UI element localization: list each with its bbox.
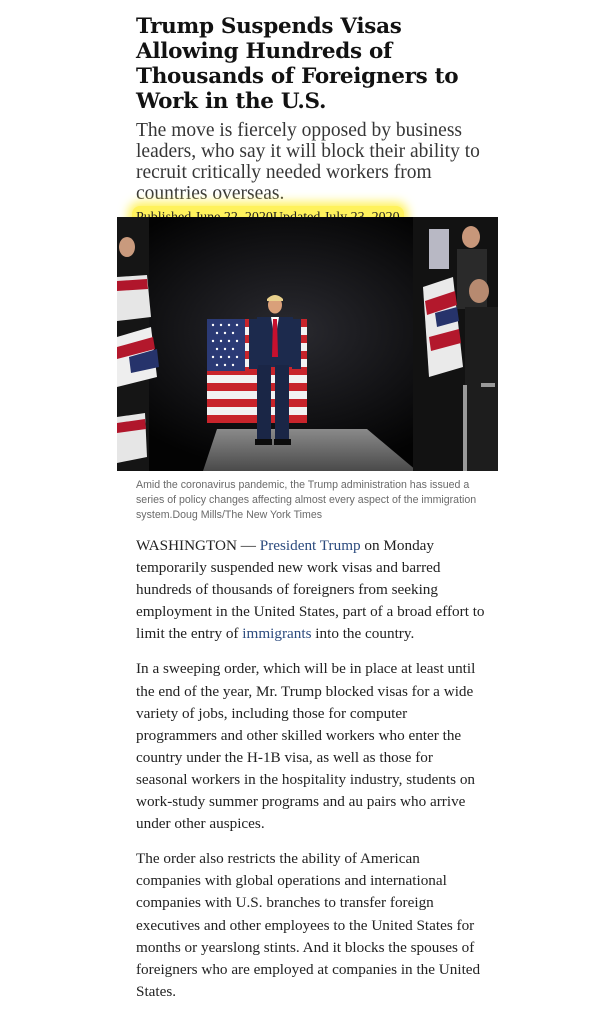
caption-text: Amid the coronavirus pandemic, the Trump administration has issued a series of policy changes affecting almost every aspect of the immigration system. <box>136 479 477 521</box>
photo-caption <box>136 478 486 523</box>
article-header <box>136 14 486 230</box>
president-trump-link[interactable]: President Trump <box>259 537 361 554</box>
paragraph-2: In a sweeping order, which will be in place at least until the end of the year, Mr. Trump blocked visas for a wide variety of jobs, including those for computer programmers and other skilled workers who enter the country under the H-1B visa, as well as those for seasonal workers in the hospitality industry, students on work-study summer programs and au pairs who arrive under other auspices. <box>136 660 476 833</box>
article-summary: The move is fiercely opposed by business leaders, who say it will block their ability to recruit critically needed workers from countries overseas. <box>136 120 480 204</box>
p1-end: into the country. <box>311 625 415 643</box>
paragraph-3: The order also restricts the ability of American companies with global operations and international companies with U.S. branches to transfer foreign executives and other employees to the United States for months or yearslong stints. And it blocks the spouses of foreigners who are employed at companies in the United States. <box>136 850 481 1000</box>
article-body <box>136 535 488 1016</box>
paragraph-1 <box>136 535 488 645</box>
article-photo <box>117 217 498 471</box>
photo-credit: Doug Mills/The New York Times <box>172 509 323 521</box>
immigrants-link[interactable]: immigrants <box>242 625 312 643</box>
article-headline: Trump Suspends Visas Allowing Hundreds of Thousands of Foreigners to Work in the U.S. <box>136 14 459 114</box>
right-crowd <box>413 217 498 471</box>
p1-middle: on Monday temporarily suspended new work visas and barred hundreds of thousands of foreigners from seeking employment in the United States, part of a broad effort to limit the entry of <box>136 537 485 643</box>
p1-lead: WASHINGTON — <box>136 537 260 554</box>
